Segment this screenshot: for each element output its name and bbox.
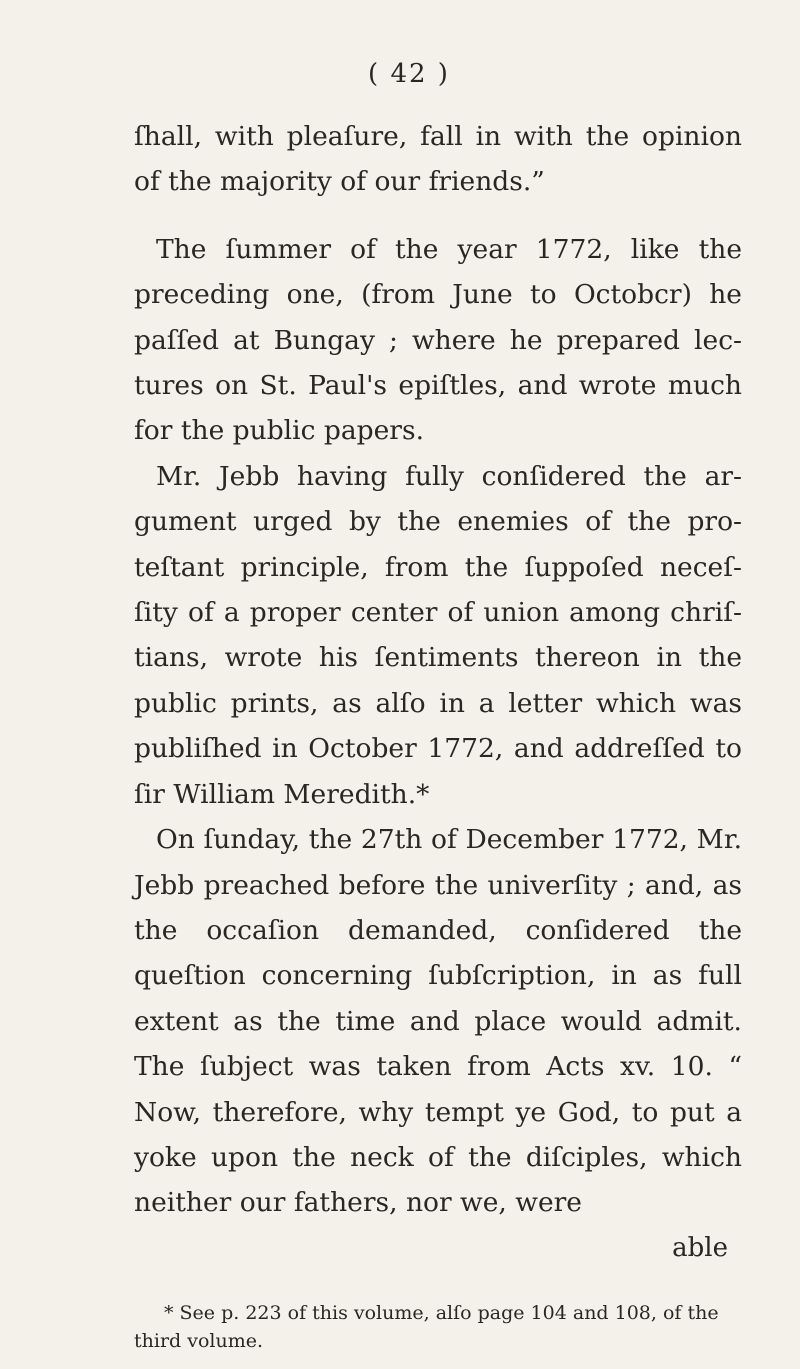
paragraph-continuation: ſhall, with pleaſure, fall in with the opinion of the majority of our friends.”: [134, 121, 742, 198]
paragraph-centre-of-union: Mr. Jebb having fully conſidered the ar- gument urged by the enemies of the pro- teſtant principle, from the ſuppoſed neceſ- ſity of a proper center of union among chriſ- tians, wrote his ſentiments thereon in the public prints, as alſo in a letter which was publiſhed in October 1772, and addreſſed to ſir William Meredith.*: [134, 460, 742, 810]
paragraph-sermon-december: On ſunday, the 27th of December 1772, Mr. Jebb preached before the univerſity ; and, as the occaſion demanded, conſidered the queſtion concerning ſubſcription, in as full extent as the time and place would admit. The ſubject was taken from Acts xv. 10. “ Now, therefore, why tempt ye God, to put a yoke upon the neck of the diſciples, which neither our fathers, nor we, were: [134, 824, 742, 1219]
paragraph-summer-1772: The ſummer of the year 1772, like the preceding one, (from June to Octobcr) he paſſed at Bungay ; where he prepared lec- tures on St. Paul's epiſtles, and wrote much for the public papers.: [134, 233, 742, 447]
body-text: [134, 114, 742, 1271]
footnote: * See p. 223 of this volume, alſo page 104 and 108, of the third volume.: [134, 1301, 719, 1352]
catchword: able: [672, 1232, 728, 1263]
page-number: ( 42 ): [368, 59, 450, 89]
